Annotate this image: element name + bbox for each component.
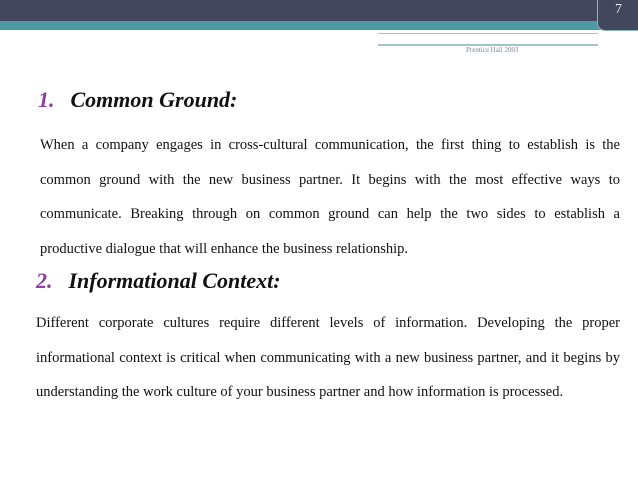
section-number: 2. [36,268,53,293]
section-title: Common Ground: [70,87,238,112]
section-body-common-ground: When a company engages in cross-cultural communication, the first thing to establish is the common ground with the new business partner. It begins with the most effective ways to communicate. Breaking through on common ground can help the two sides to establish a productive dialogue that will enhance the business relationship. [40,137,620,257]
header-bar [0,0,638,21]
slide-number: 7 [615,2,622,17]
section-heading-informational-context [36,268,281,294]
header-accent-strip [0,21,638,30]
section-body-informational-context: Different corporate cultures require different levels of information. Developing the proper informational context is critical when communicating with a new business partner, and it begins by understanding the work culture of your business partner and how information is processed. [36,315,620,400]
section-number: 1. [38,87,55,112]
footer-note: Prentice Hall 2003 [466,46,519,54]
decorative-lines [378,33,598,46]
section-heading-common-ground [38,87,237,113]
slide-number-tab [597,0,638,31]
section-title: Informational Context: [68,268,281,293]
